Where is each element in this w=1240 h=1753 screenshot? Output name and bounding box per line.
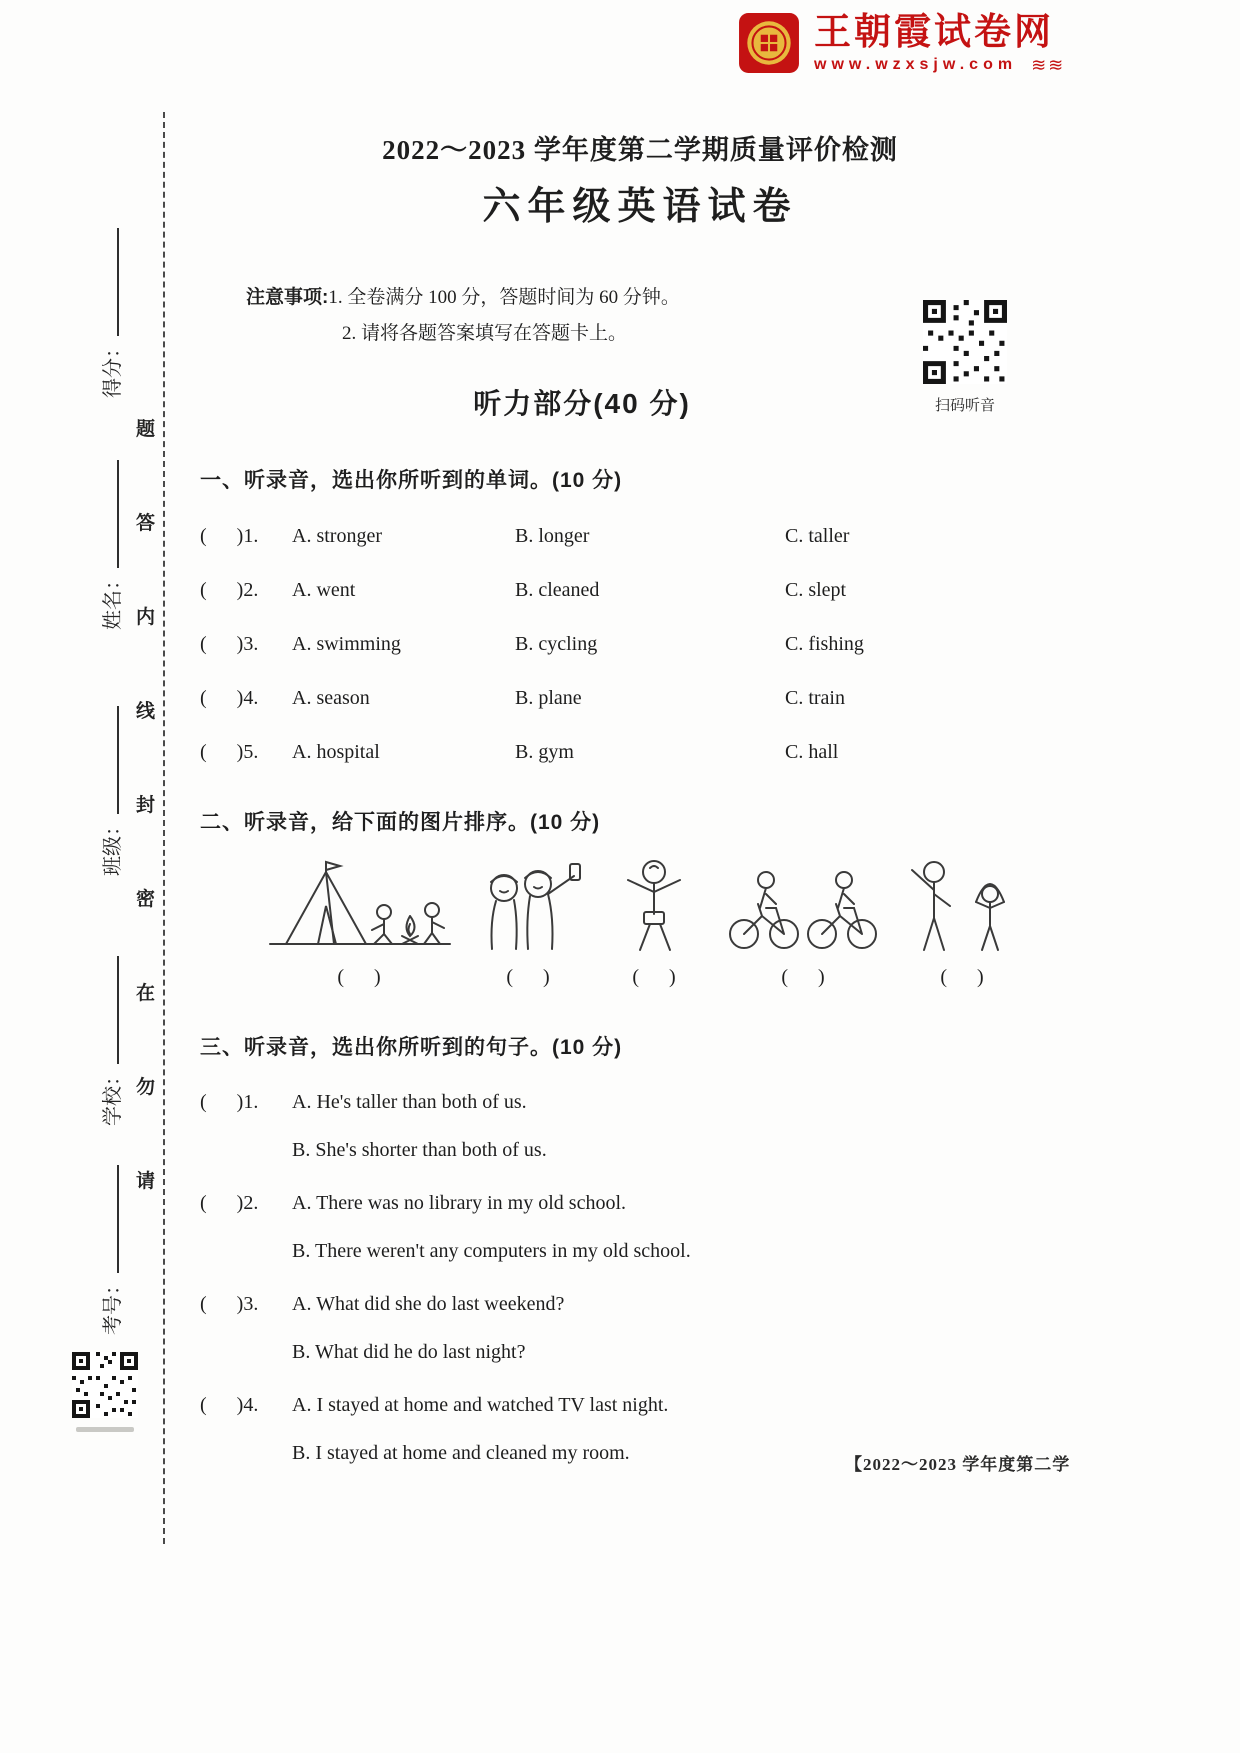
sentence-a — [200, 1394, 1080, 1417]
name-blank-line — [113, 460, 119, 568]
option-a: A. stronger — [292, 525, 382, 548]
seal-char: 请 — [136, 1171, 156, 1192]
seal-char: 封 — [136, 795, 156, 816]
paper-subtitle: 六年级英语试卷 — [482, 186, 798, 228]
sentence-b: B. She's shorter than both of us. — [292, 1139, 547, 1162]
seal-char: 内 — [136, 607, 156, 628]
option-c: C. taller — [785, 525, 850, 548]
notice-line-1 — [246, 280, 1080, 316]
part3-item-1 — [200, 1091, 1080, 1162]
answer-blank: ( )4. — [200, 1394, 259, 1417]
seal-char: 在 — [136, 983, 156, 1004]
sentence-a — [200, 1091, 1080, 1114]
notice-1-text: 1. 全卷满分 100 分，答题时间为 60 分钟。 — [328, 287, 680, 308]
sentence-a-text: A. What did she do last weekend? — [292, 1293, 565, 1316]
score-blank-line — [113, 228, 119, 336]
seal-char: 线 — [136, 701, 156, 722]
picture-camping — [264, 854, 454, 989]
brand-text — [814, 12, 1065, 76]
picture-order-blank: ( ) — [506, 966, 550, 989]
part2-heading: 二、听录音，给下面的图片排序。(10 分) — [200, 811, 601, 835]
sentence-a-text: A. There was no library in my old school. — [292, 1192, 627, 1215]
bottom-qr-block — [72, 1352, 138, 1432]
margin-field-score — [96, 228, 125, 398]
part1-item-3 — [200, 633, 1080, 656]
wave-decoration-icon: ≋≋ — [1031, 54, 1066, 75]
school-label: 学校： — [102, 1066, 124, 1126]
part1-item-1 — [200, 525, 1080, 548]
seal-char: 勿 — [136, 1077, 156, 1098]
option-b: B. longer — [515, 525, 590, 548]
site-logo — [738, 12, 1065, 76]
answer-blank: ( )1. — [200, 525, 259, 548]
answer-blank: ( )2. — [200, 1192, 259, 1215]
answer-blank: ( )4. — [200, 687, 259, 710]
page-footer-text: 【2022～2023 学年度第二学 — [845, 1455, 1071, 1474]
brand-url: www.wzxsjw.com — [814, 56, 1018, 74]
seal-dashed-line — [163, 112, 165, 1544]
sentence-a — [200, 1293, 1080, 1316]
part3-item-2 — [200, 1192, 1080, 1263]
notices-block — [246, 280, 1080, 352]
picture-order-blank: ( ) — [940, 966, 984, 989]
score-label: 得分： — [102, 338, 124, 398]
option-c: C. hall — [785, 741, 839, 764]
notice-line-2: 2. 请将各题答案填写在答题卡上。 — [342, 323, 628, 345]
sentence-b: B. What did he do last night? — [292, 1341, 526, 1364]
option-c: C. fishing — [785, 633, 864, 656]
option-c: C. train — [785, 687, 845, 710]
class-label: 班级： — [102, 816, 124, 876]
seal-char: 答 — [136, 513, 156, 534]
option-a: A. went — [292, 579, 356, 602]
listen-qr-caption: 扫码听音 — [934, 397, 995, 414]
paper-title: 2022～2023 学年度第二学期质量评价检测 — [382, 135, 898, 165]
margin-field-class — [96, 706, 125, 876]
brand-title: 王朝霞试卷网 — [814, 11, 1054, 52]
picture-selfie — [462, 854, 594, 989]
exam-no-label: 考号： — [102, 1275, 124, 1335]
part1-item-2 — [200, 579, 1080, 602]
class-blank-line — [113, 706, 119, 814]
seal-line-text — [136, 414, 155, 1193]
margin-field-school — [96, 956, 125, 1126]
answer-blank: ( )2. — [200, 579, 259, 602]
sentence-a-text: A. He's taller than both of us. — [292, 1091, 527, 1114]
exercise-illustration-icon — [602, 854, 706, 954]
part3-item-3 — [200, 1293, 1080, 1364]
exam-no-blank-line — [113, 1165, 119, 1273]
option-b: B. gym — [515, 741, 574, 764]
selfie-illustration-icon — [462, 854, 594, 954]
picture-cycling — [714, 854, 892, 989]
answer-blank: ( )3. — [200, 633, 259, 656]
seal-char: 题 — [136, 419, 156, 440]
option-a: A. hospital — [292, 741, 380, 764]
option-c: C. slept — [785, 579, 847, 602]
sentence-b: B. There weren't any computers in my old school. — [292, 1240, 691, 1263]
picture-rope-skipping — [900, 854, 1024, 989]
picture-order-blank: ( ) — [781, 966, 825, 989]
exam-paper — [200, 128, 1080, 1465]
picture-exercise — [602, 854, 706, 989]
brand-seal-icon — [738, 12, 800, 74]
seal-char: 密 — [136, 889, 156, 910]
answer-blank: ( )3. — [200, 1293, 259, 1316]
picture-order-blank: ( ) — [632, 966, 676, 989]
part3-heading: 三、听录音，选出你所听到的句子。(10 分) — [200, 1036, 623, 1060]
sentence-a — [200, 1192, 1080, 1215]
part2-pictures-row — [264, 854, 1024, 989]
answer-blank: ( )1. — [200, 1091, 259, 1114]
margin-field-name — [96, 460, 125, 630]
picture-order-blank: ( ) — [337, 966, 381, 989]
notices-label: 注意事项: — [246, 287, 329, 308]
listening-section-heading: 听力部分(40 分) — [473, 388, 691, 420]
part1-item-5 — [200, 741, 1080, 764]
option-b: B. cleaned — [515, 579, 600, 602]
margin-field-exam-no — [96, 1165, 125, 1335]
sentence-b: B. I stayed at home and cleaned my room. — [292, 1442, 630, 1465]
qr-serial-smudge — [76, 1427, 134, 1432]
option-a: A. swimming — [292, 633, 401, 656]
school-blank-line — [113, 956, 119, 1064]
name-label: 姓名： — [102, 570, 124, 630]
bottom-qr-code-icon — [72, 1352, 138, 1418]
option-b: B. cycling — [515, 633, 598, 656]
option-a: A. season — [292, 687, 370, 710]
part1-item-4 — [200, 687, 1080, 710]
answer-blank: ( )5. — [200, 741, 259, 764]
rope-skipping-illustration-icon — [900, 854, 1024, 954]
sentence-a-text: A. I stayed at home and watched TV last night. — [292, 1394, 669, 1417]
option-b: B. plane — [515, 687, 582, 710]
camping-illustration-icon — [264, 854, 454, 954]
cycling-illustration-icon — [714, 854, 892, 954]
part1-heading: 一、听录音，选出你所听到的单词。(10 分) — [200, 469, 623, 493]
